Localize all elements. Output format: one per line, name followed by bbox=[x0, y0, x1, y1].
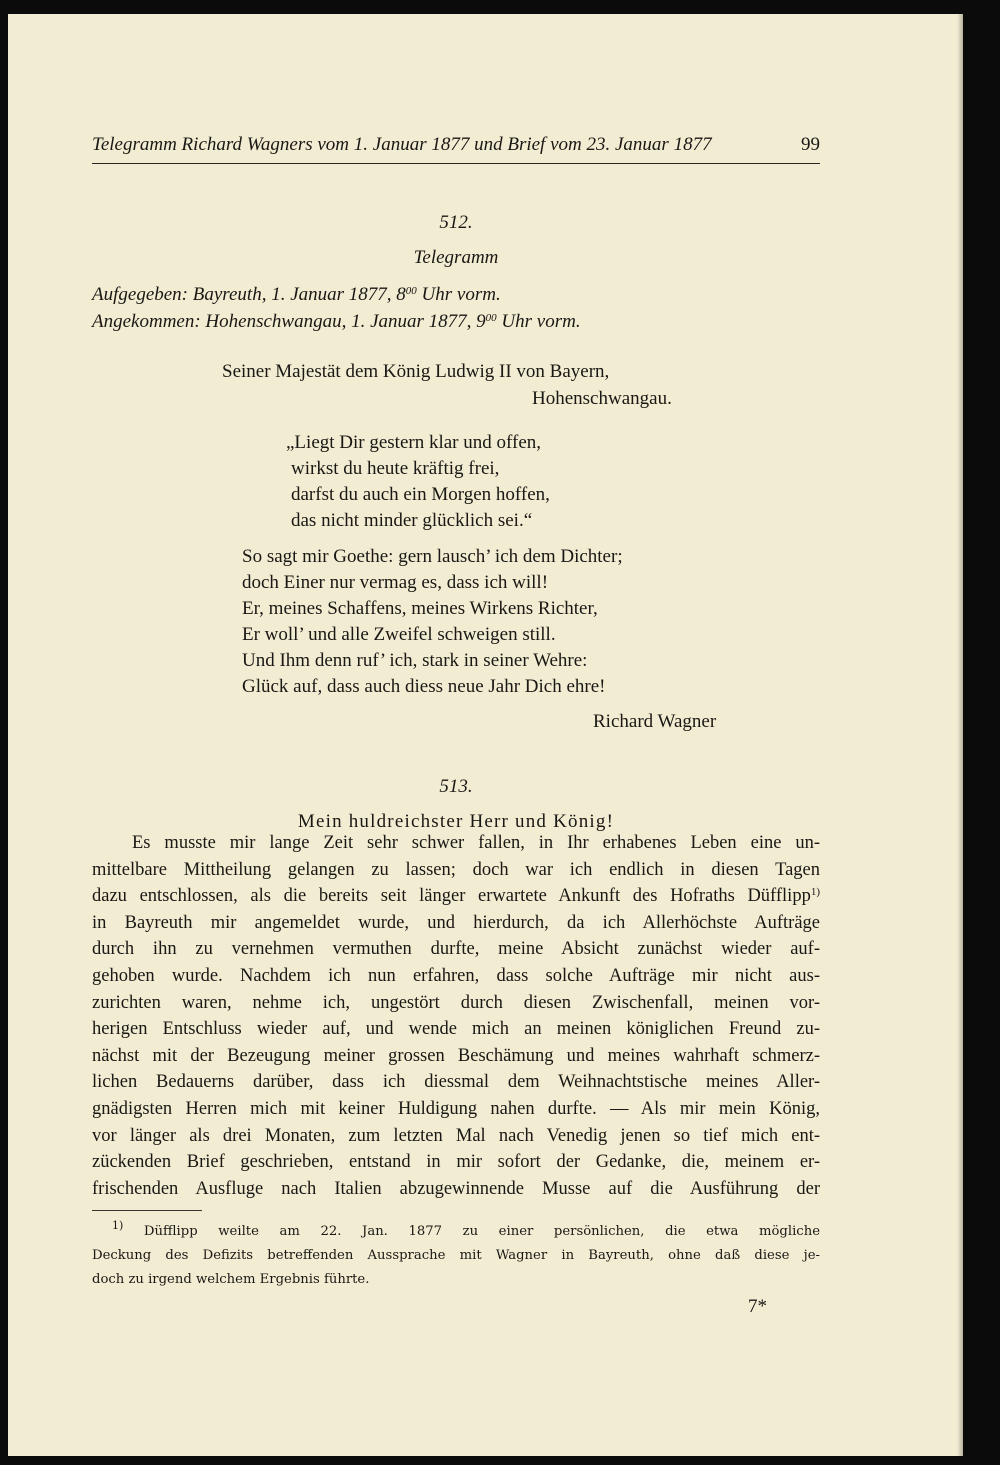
footnote-line: $^{1)}$ Düfflipp weilte am 22. Jan. 1877 zu einer persönlichen, die etwa mögliche bbox=[112, 1219, 820, 1239]
letter-line: nächst mit der Bezeugung meiner grossen Beschämung und meines wahrhaft schmerz- bbox=[92, 1045, 820, 1066]
footnote-rule bbox=[92, 1210, 202, 1211]
letter-line: gehoben wurde. Nachdem ich nun erfahren, dass solche Aufträge mir nicht aus- bbox=[92, 965, 820, 986]
quote-line: wirkst du heute kräftig frei, bbox=[291, 458, 500, 479]
letter-line: Es musste mir lange Zeit sehr schwer fallen, in Ihr erhabenes Leben eine un- bbox=[132, 833, 820, 853]
letter-line: zurichten waren, nehme ich, ungestört durch diesen Zwischenfall, meinen vor- bbox=[92, 992, 820, 1013]
telegram-signature: Richard Wagner bbox=[593, 711, 717, 732]
letter-body bbox=[92, 830, 820, 1202]
running-title: Telegramm Richard Wagners vom 1. Januar 1877 und Brief vom 23. Januar 1877 bbox=[92, 134, 712, 155]
quote-line: darfst du auch ein Morgen hoffen, bbox=[291, 484, 550, 505]
footnote-line: doch zu irgend welchem Ergebnis führte. bbox=[92, 1272, 370, 1287]
verse-line: Glück auf, dass auch diess neue Jahr Dich ehre! bbox=[242, 676, 606, 697]
letter-line: durch ihn zu vernehmen vermuthen durfte, meine Absicht zunächst wieder auf- bbox=[92, 939, 820, 960]
telegram-heading: Telegramm bbox=[413, 247, 499, 268]
telegram-number: 512. bbox=[439, 212, 473, 233]
footnote-reference: 1) bbox=[810, 886, 820, 899]
letter-line: gnädigsten Herren mich mit keiner Huldigung nahen durfte. — Als mir mein König, bbox=[92, 1098, 820, 1119]
footnote-marker: 1) bbox=[112, 1219, 124, 1232]
letter-line: dazu entschlossen, als die bereits seit länger erwartete Ankunft des Hofraths Düfflipp$^{1)}$ bbox=[92, 886, 820, 907]
quote-line: „Liegt Dir gestern klar und offen, bbox=[286, 432, 542, 453]
verse-line: Und Ihm denn ruf’ ich, stark in seiner Wehre: bbox=[242, 650, 588, 671]
address-line-1: Seiner Majestät dem König Ludwig II von Bayern, bbox=[222, 361, 610, 382]
book-page bbox=[8, 14, 963, 1456]
verse-line: doch Einer nur vermag es, dass ich will! bbox=[242, 572, 549, 593]
letter-line: herigen Entschluss wieder auf, und wende mich an meinen königlichen Freund zu- bbox=[92, 1019, 820, 1040]
footnote-line: Deckung des Defizits betreffenden Aussprache mit Wagner in Bayreuth, ohne daß diese je- bbox=[92, 1248, 820, 1263]
letter-number: 513. bbox=[439, 776, 473, 797]
letter-line: mittelbare Mittheilung gelangen zu lassen; doch war ich endlich in diesen Tagen bbox=[92, 859, 820, 880]
letter-line: in Bayreuth mir angemeldet wurde, und hierdurch, da ich Allerhöchste Aufträge bbox=[92, 912, 820, 933]
header-rule bbox=[92, 163, 820, 164]
address-line-2: Hohenschwangau. bbox=[532, 388, 672, 409]
verse-line: So sagt mir Goethe: gern lausch’ ich dem Dichter; bbox=[242, 546, 623, 567]
letter-line: lichen Bedauerns darüber, dass ich diessmal dem Weihnachtstische meines Aller- bbox=[92, 1072, 820, 1093]
letter-line: zückenden Brief geschrieben, entstand in mir sofort der Gedanke, die, meinem er- bbox=[92, 1152, 820, 1173]
letter-salutation: Mein huldreichster Herr und König! bbox=[297, 811, 615, 832]
verse-line: Er, meines Schaffens, meines Wirkens Richter, bbox=[242, 598, 598, 619]
letter-line: frischenden Ausfluge nach Italien abzugewinnende Musse auf die Ausführung der bbox=[92, 1178, 820, 1199]
telegram-sent: Aufgegeben: Bayreuth, 1. Januar 1877, $8^{00}$ Uhr vorm. bbox=[92, 284, 501, 305]
letter-line: vor länger als drei Monaten, zum letzten Mal nach Venedig jenen so tief mich ent- bbox=[92, 1125, 820, 1146]
footnote bbox=[92, 1220, 820, 1292]
quote-line: das nicht minder glücklich sei.“ bbox=[291, 510, 533, 531]
printer-signature-mark: 7* bbox=[748, 1296, 767, 1317]
verse-line: Er woll’ und alle Zweifel schweigen still. bbox=[242, 624, 556, 645]
running-header bbox=[92, 134, 820, 160]
page-number: 99 bbox=[801, 134, 820, 155]
telegram-received: Angekommen: Hohenschwangau, 1. Januar 1877, $9^{00}$ Uhr vorm. bbox=[92, 311, 581, 332]
